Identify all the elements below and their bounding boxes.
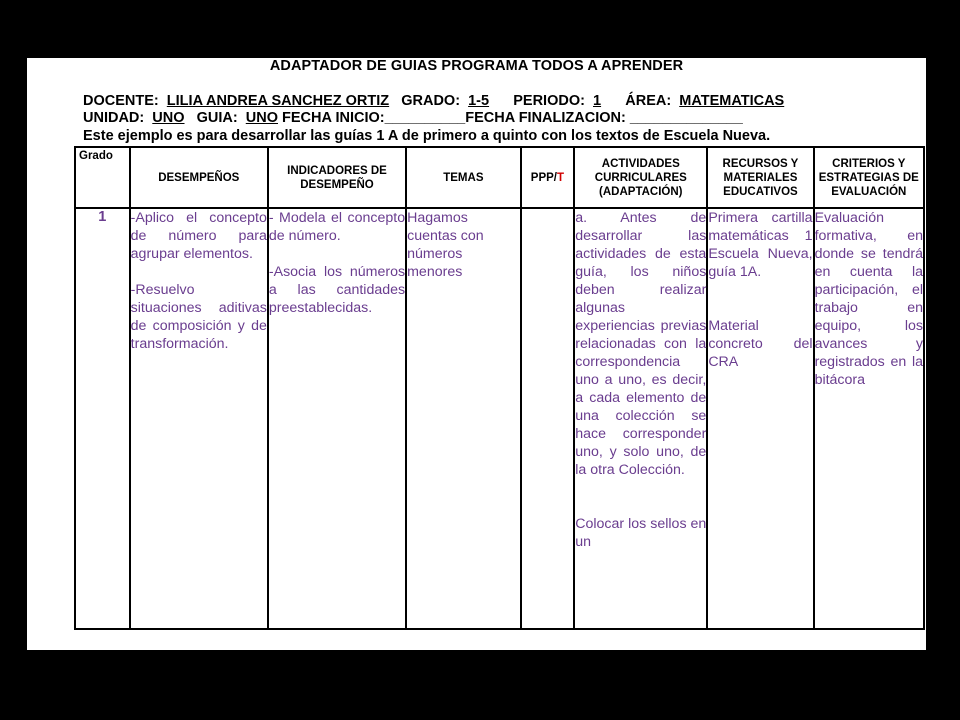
- docente-value: LILIA ANDREA SANCHEZ ORTIZ: [166, 93, 390, 109]
- recurso-item: Material concreto del CRA: [708, 318, 813, 370]
- actividad-item: a. Antes de desarrollar las actividades de esta guía, los niños deben realizar algunas experiencias previas relacionadas con la correspondencia uno a uno, es decir, a cada elemento de una colección se hace corresponder uno, y solo uno, de la otra Colección.: [575, 210, 707, 478]
- header-temas: TEMAS: [406, 147, 521, 208]
- header-ppp-label: PPP/: [530, 171, 558, 184]
- area-value: MATEMATICAS: [679, 93, 785, 109]
- table-row: [75, 208, 924, 629]
- tema-item: Hagamos cuentas con números menores: [407, 210, 484, 280]
- criterio-item: Evaluación formativa, en donde se tendrá en cuenta la participación, el trabajo en equipo, los avances y registrados en la bitácora: [814, 210, 923, 388]
- cell-desempenos: [130, 208, 268, 629]
- cell-ppp: [521, 208, 575, 629]
- cell-indicadores: [268, 208, 406, 629]
- indicador-item: - Modela el concepto de número.: [268, 210, 406, 244]
- desempeno-item: -Resuelvo situaciones aditivas de composición y de transformación.: [130, 282, 267, 352]
- cell-temas: [406, 208, 521, 629]
- header-actividades: ACTIVIDADES CURRICULARES (ADAPTACIÓN): [574, 147, 707, 208]
- cell-criterios: [814, 208, 924, 629]
- recurso-item: Primera cartilla matemáticas 1 Escuela Nueva, guía 1A.: [708, 210, 813, 280]
- cell-recursos: [707, 208, 813, 629]
- unidad-label: UNIDAD:: [83, 110, 145, 126]
- docente-label: DOCENTE:: [83, 93, 159, 109]
- document-title: ADAPTADOR DE GUIAS PROGRAMA TODOS A APRENDER: [269, 58, 684, 74]
- indicador-item: -Asocia los números a las cantidades preestablecidas.: [268, 264, 406, 316]
- fecha-fin-label: FECHA FINALIZACION:: [465, 110, 626, 126]
- periodo-value: 1: [593, 93, 602, 109]
- unidad-line: [83, 110, 743, 126]
- cell-actividades: [574, 208, 707, 629]
- fecha-inicio-value: __________: [384, 110, 466, 126]
- header-indicadores: INDICADORES DE DESEMPEÑO: [268, 147, 406, 208]
- fecha-fin-value: ______________: [629, 110, 743, 126]
- header-desempenos: DESEMPEÑOS: [130, 147, 268, 208]
- docente-line: [83, 93, 784, 109]
- header-grado: Grado: [75, 147, 130, 208]
- guia-value: UNO: [245, 110, 278, 126]
- fecha-inicio-label: FECHA INICIO:: [282, 110, 385, 126]
- adaptation-table: [74, 146, 925, 630]
- area-label: ÁREA:: [625, 93, 672, 109]
- grado-label: GRADO:: [401, 93, 461, 109]
- grado-value: 1-5: [468, 93, 490, 109]
- note-line: Este ejemplo es para desarrollar las guías 1 A de primero a quinto con los textos de Escuela Nueva.: [83, 128, 771, 144]
- unidad-value: UNO: [152, 110, 185, 126]
- guia-label: GUIA:: [196, 110, 238, 126]
- document-page: [27, 58, 926, 650]
- header-criterios: CRITERIOS Y ESTRATEGIAS DE EVALUACIÓN: [814, 147, 924, 208]
- desempeno-item: -Aplico el concepto de número para agrupar elementos.: [130, 210, 267, 262]
- periodo-label: PERIODO:: [513, 93, 585, 109]
- header-ppp-t: T: [557, 171, 565, 184]
- actividad-item: Colocar los sellos en un: [575, 516, 707, 550]
- table-header-row: [75, 147, 924, 208]
- cell-grado: 1: [75, 208, 130, 629]
- header-recursos: RECURSOS Y MATERIALES EDUCATIVOS: [707, 147, 813, 208]
- header-ppp: [521, 147, 575, 208]
